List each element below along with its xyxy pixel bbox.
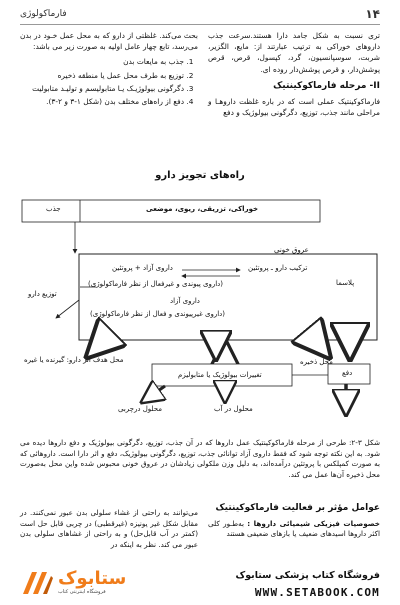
label-routes: خوراکی، تزریقی، ریوی، موضعی [146,205,259,213]
label-absorption: جذب [46,205,61,213]
setabook-logo [20,566,135,600]
label-excretion: دفع [342,369,353,377]
label-free-drug: داروی آزاد + پروتئین [112,264,173,272]
list-item: 1. جذب به مایعات بدن [20,56,184,67]
arrow-to-target [92,340,104,352]
section-heading-pharmacokinetic: II- مرحله فارماکوکینتیک [273,80,380,91]
list-item: 3. دگرگونی بیولوژیـک یـا متابولیسم و تولیـد متابولیت [20,83,184,94]
arrow-to-stored [315,340,325,352]
page-number: ۱۴ [365,7,380,21]
paragraph-absorption-speed: تری نسبت به شکل جامد دارا هستند.سرعت جذب داروهای خوراکی به ترتیب عبارتند از: مایع، الگزیر، شربت، سوسپانسیون، گرد، کپسول، قرص، قرص پوشش‌دار، و قرص پوشش‌دار روده ای. [208,31,380,74]
arrow-to-lipid [145,386,165,400]
label-free-active-desc: (داروی غیرپیوندی و فعال از نظر فارماکولوژی) [90,310,226,318]
logo-subtitle: فروشگاه اینترنتی کتاب [58,589,106,595]
label-complex: ترکیب دارو ـ پروتئین [248,264,308,272]
section-heading-factors: عوامل مؤثر بر فعالیت فارماکوکینتیک [215,503,380,513]
figure-caption: شکل ۳-۲: طرحی از مرحله فارماکوکینتیک عمل داروها که در آن جذب، توزیع، دگرگونی بیولوژیک و دفع داروها دیده می شود. به این نکته توجه شود که فقط داروی آزاد توانائی جذب، توزیع، دگرگونی بیولوژیک، دفع و اثر دارا است. داروهائی که به صورت کمپلکس با پروتئین درآمده‌اند، به دلیل وزن ملکولی زیادشان در عروق خونی محبوس شده واین محل به‌صورت محل ذخیره آن‌ها عمل می کند. [20,438,380,479]
paragraph-factors-intro: بحث می‌کند. غلظتی از دارو که به محل عمل خـود در بدن می‌رسد، تابع چهار عامل اولیه به صورت زیر می باشد: [20,31,198,52]
label-blood-vessel: عروق خونی [274,246,309,254]
label-plasma: پلاسما [336,279,355,287]
subheading-physicochemical: خصوصیات فیزیکی شیمیائی داروها : [247,518,380,528]
logo-mark-icon [20,568,54,598]
label-metabolism: تغییرات بیولوژیک یا متابولیزم [178,371,262,379]
label-target: محل هدف اثر دارو: گیرنده یا غیره [24,356,124,364]
label-lipid: محلول درچربی [118,405,162,413]
shop-name: فروشگاه کتاب پزشکی ستابوک [235,570,380,581]
list-item: 4. دفع از راه‌های مختلف بدن (شکل ۱-۳ و ۲-۳). [20,96,184,107]
shop-url-link[interactable]: WWW.SETABOOK.COM [254,586,380,599]
bottom-left-column [20,508,198,550]
label-free-active: داروی آزاد [170,297,200,305]
paragraph-pharmacokinetic-intro: فارماکوکینتیک عملی است که در باره غلظت داروهـا و مراحلی مانند جذب، توزیع، دگرگونی بیولوژیک و دفع [208,97,380,118]
running-title: فارماکولوژی [20,9,67,19]
label-stored: محل ذخیره [300,358,333,366]
list-item: 2. توزیع به طرف محل عمل یا منطقه ذخیره [20,70,184,81]
label-distribution: توزیع دارو [28,290,57,298]
promo-banner[interactable] [0,560,400,605]
distribution-arrow-down [56,300,79,318]
bottom-right-column [208,503,380,540]
paragraph-weak-acids: به‌طـور کلی اکثر داروها اسیدهای ضعیف یا بازهای ضعیفی هستند [208,518,380,539]
label-soluble: محلول در آب [214,405,253,413]
logo-word: ستابوک [58,568,127,589]
diagram-title: راه‌های تجویز دارو [155,170,245,181]
label-bio-inactive: (داروی پیوندی و غیرفعال از نظر فارماکولوژی) [88,280,224,288]
paragraph-membrane: می‌توانند به راحتی از غشاء سلولی بدن عبور نمی‌کنند. در مقابل شکل غیر یونیزه (غیرقطبی) در چربی قابل حل است (کمتر در آب قابل‌حل) و به راحتی از غشاهای سلولی بدن عبور می کند. نظر به اینکه در [20,508,198,549]
